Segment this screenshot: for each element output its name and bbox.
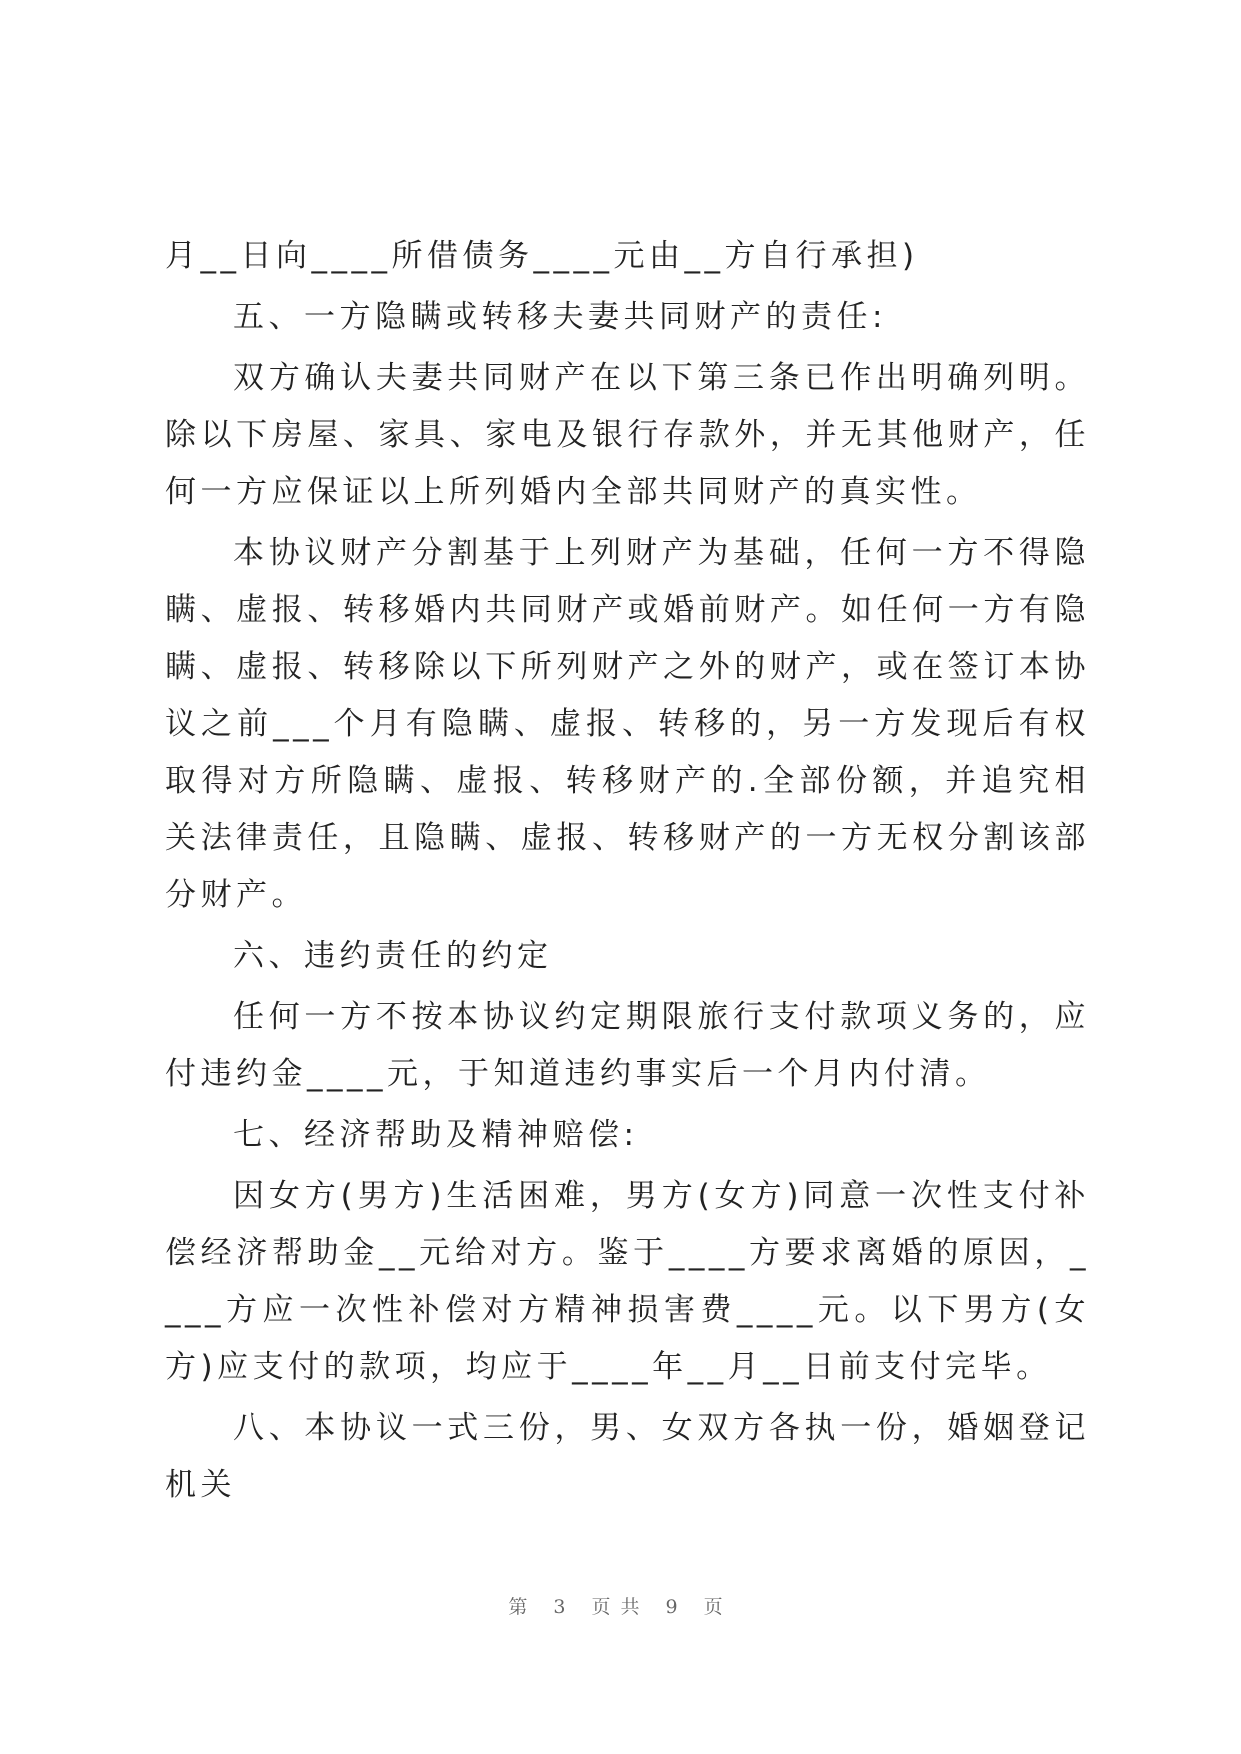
paragraph-breach-penalty: 任何一方不按本协议约定期限旅行支付款项义务的，应付违约金____元，于知道违约事实后一个月内付清。 <box>165 999 1090 1092</box>
paragraph-concealment-liability: 本协议财产分割基于上列财产为基础，任何一方不得隐瞒、虚报、转移婚内共同财产或婚前财产。如任何一方有隐瞒、虚报、转移除以下所列财产之外的财产，或在签订本协议之前___个月有隐瞒、虚报、转移的，另一方发现后有权取得对方所隐瞒、虚报、转移财产的.全部份额，并追究相关法律责任，且隐瞒、虚报、转移财产的一方无权分割该部分财产。 <box>165 535 1090 913</box>
page-number: 第 3 页共 9 页 <box>508 1596 733 1618</box>
paragraph-section-8: 八、本协议一式三份，男、女双方各执一份，婚姻登记机关 <box>165 1410 1090 1503</box>
paragraph-property-confirmation: 双方确认夫妻共同财产在以下第三条已作出明确列明。除以下房屋、家具、家电及银行存款外，并无其他财产，任何一方应保证以上所列婚内全部共同财产的真实性。 <box>165 360 1090 510</box>
heading-section-5: 五、一方隐瞒或转移夫妻共同财产的责任: <box>233 299 887 335</box>
body-text <box>165 228 1090 1518</box>
heading-section-6: 六、违约责任的约定 <box>233 938 553 974</box>
heading-section-7: 七、经济帮助及精神赔偿: <box>233 1117 639 1153</box>
paragraph-compensation: 因女方(男方)生活困难，男方(女方)同意一次性支付补偿经济帮助金__元给对方。鉴于____方要求离婚的原因，____方应一次性补偿对方精神损害费____元。以下男方(女方)应支付的款项，均应于____年__月__日前支付完毕。 <box>165 1178 1090 1385</box>
paragraph-debt-continuation: 月__日向____所借债务____元由__方自行承担) <box>165 238 919 274</box>
